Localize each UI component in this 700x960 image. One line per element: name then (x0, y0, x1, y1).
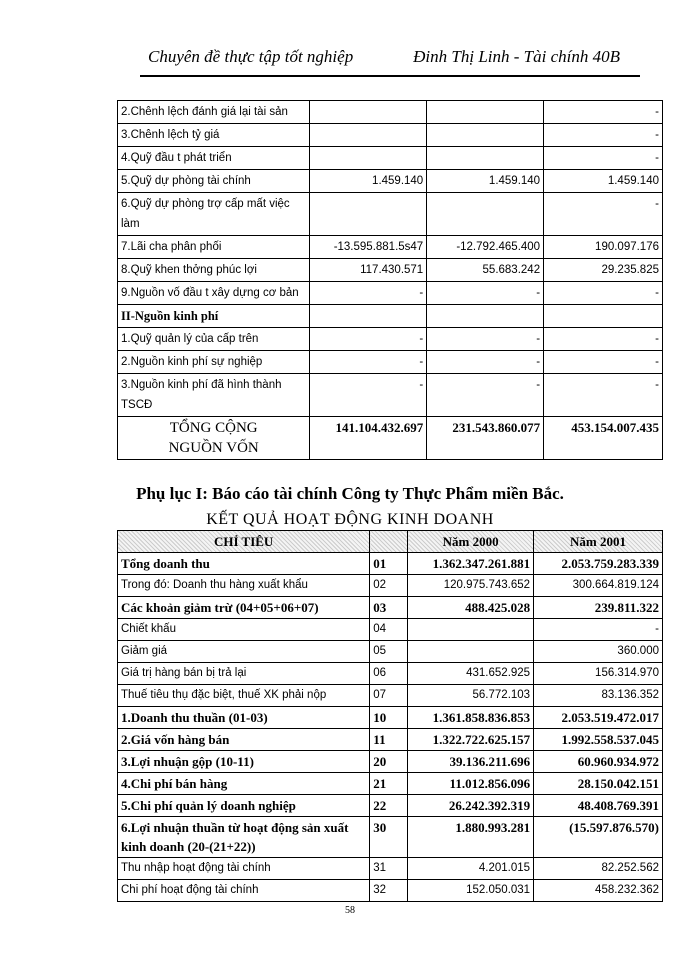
row-value (427, 124, 544, 147)
row-label: 6.Quỹ dự phòng trợ cấp mất việc làm (118, 193, 310, 236)
row-value: 1.459.140 (310, 170, 427, 193)
cell-label: 1.Doanh thu thuần (01-03) (118, 707, 370, 729)
row-label: II-Nguồn kinh phí (118, 305, 310, 328)
table-row (118, 236, 663, 259)
total-label: TỔNG CỘNG NGUỒN VỐN (118, 417, 310, 460)
table-row (118, 282, 663, 305)
row-label: 3.Chênh lệch tỷ giá (118, 124, 310, 147)
cell-code: 30 (370, 817, 408, 858)
cell-label: Trong đó: Doanh thu hàng xuất khẩu (118, 575, 370, 597)
cell-code: 32 (370, 880, 408, 902)
cell-y2001: 458.232.362 (534, 880, 663, 902)
table-row (118, 597, 663, 619)
header-left: Chuyên đề thực tập tốt nghiệp (148, 47, 354, 66)
cell-code: 06 (370, 663, 408, 685)
cell-y2000 (408, 619, 534, 641)
cell-code: 02 (370, 575, 408, 597)
col-header-label: CHỈ TIÊU (118, 531, 370, 553)
cell-code: 07 (370, 685, 408, 707)
row-label: 3.Nguồn kinh phí đã hình thành TSCĐ (118, 374, 310, 417)
cell-code: 10 (370, 707, 408, 729)
cell-y2001: 156.314.970 (534, 663, 663, 685)
cell-y2000 (408, 641, 534, 663)
row-value: 117.430.571 (310, 259, 427, 282)
row-value: 190.097.176 (544, 236, 663, 259)
row-label: 4.Quỹ đầu t phát triển (118, 147, 310, 170)
row-value: 1.459.140 (544, 170, 663, 193)
cell-y2001: 1.992.558.537.045 (534, 729, 663, 751)
table-row (118, 795, 663, 817)
row-value (427, 305, 544, 328)
cell-y2000: 11.012.856.096 (408, 773, 534, 795)
row-value (544, 305, 663, 328)
cell-y2000: 26.242.392.319 (408, 795, 534, 817)
row-value: - (310, 374, 427, 417)
cell-code: 20 (370, 751, 408, 773)
cell-code: 03 (370, 597, 408, 619)
cell-code: 01 (370, 553, 408, 575)
page-header (140, 45, 640, 77)
page-number: 58 (345, 905, 355, 916)
cell-y2000: 4.201.015 (408, 858, 534, 880)
cell-label: Các khoản giảm trừ (04+05+06+07) (118, 597, 370, 619)
row-label: 2.Chênh lệch đánh giá lại tài sản (118, 101, 310, 124)
total-c1: 141.104.432.697 (310, 417, 427, 460)
row-label: 2.Nguồn kinh phí sự nghiệp (118, 351, 310, 374)
cell-y2001: 28.150.042.151 (534, 773, 663, 795)
row-value: -12.792.465.400 (427, 236, 544, 259)
table-row (118, 641, 663, 663)
cell-label: 3.Lợi nhuận gộp (10-11) (118, 751, 370, 773)
row-value: -13.595.881.5s47 (310, 236, 427, 259)
table-row (118, 259, 663, 282)
row-value: - (544, 101, 663, 124)
cell-code: 21 (370, 773, 408, 795)
cell-y2001: 48.408.769.391 (534, 795, 663, 817)
table-row (118, 193, 663, 236)
row-value: - (427, 282, 544, 305)
cell-code: 04 (370, 619, 408, 641)
cell-y2001: 360.000 (534, 641, 663, 663)
cell-y2000: 1.361.858.836.853 (408, 707, 534, 729)
row-label: 9.Nguồn vố đầu t xây dựng cơ bản (118, 282, 310, 305)
table-row (118, 685, 663, 707)
table-row (118, 374, 663, 417)
row-value (310, 305, 427, 328)
cell-y2000: 488.425.028 (408, 597, 534, 619)
row-value (427, 101, 544, 124)
table-row (118, 729, 663, 751)
row-value (310, 147, 427, 170)
cell-code: 11 (370, 729, 408, 751)
cell-y2001: 300.664.819.124 (534, 575, 663, 597)
row-value: - (544, 282, 663, 305)
row-label: 1.Quỹ quản lý của cấp trên (118, 328, 310, 351)
row-value: - (427, 351, 544, 374)
row-value (310, 101, 427, 124)
table-row (118, 773, 663, 795)
cell-y2001: 82.252.562 (534, 858, 663, 880)
cell-label: 4.Chi phí bán hàng (118, 773, 370, 795)
cell-label: Chi phí hoạt động tài chính (118, 880, 370, 902)
cell-y2001: 2.053.759.283.339 (534, 553, 663, 575)
total-c2: 231.543.860.077 (427, 417, 544, 460)
table-row (118, 663, 663, 685)
table-row (118, 305, 663, 328)
cell-y2001: (15.597.876.570) (534, 817, 663, 858)
col-header-2000: Năm 2000 (408, 531, 534, 553)
table-row (118, 124, 663, 147)
header-right: Đinh Thị Linh - Tài chính 40B (413, 47, 620, 66)
table-row (118, 619, 663, 641)
table-row (118, 880, 663, 902)
table-row (118, 751, 663, 773)
row-label: 5.Quỹ dự phòng tài chính (118, 170, 310, 193)
row-label: 8.Quỹ khen thởng phúc lợi (118, 259, 310, 282)
cell-y2000: 152.050.031 (408, 880, 534, 902)
col-header-2001: Năm 2001 (534, 531, 663, 553)
cell-code: 05 (370, 641, 408, 663)
cell-y2001: 2.053.519.472.017 (534, 707, 663, 729)
row-value: 1.459.140 (427, 170, 544, 193)
cell-y2001: 60.960.934.972 (534, 751, 663, 773)
cell-y2000: 431.652.925 (408, 663, 534, 685)
header-row (118, 531, 663, 553)
row-value: - (544, 147, 663, 170)
total-row (118, 417, 663, 460)
cell-y2000: 1.880.993.281 (408, 817, 534, 858)
table-row (118, 147, 663, 170)
cell-code: 22 (370, 795, 408, 817)
cell-y2000: 1.362.347.261.881 (408, 553, 534, 575)
table-row (118, 170, 663, 193)
cell-y2001: 239.811.322 (534, 597, 663, 619)
cell-y2000: 1.322.722.625.157 (408, 729, 534, 751)
table-row (118, 101, 663, 124)
row-value: - (544, 374, 663, 417)
cell-label: 5.Chi phí quản lý doanh nghiệp (118, 795, 370, 817)
table-row (118, 575, 663, 597)
table-row (118, 817, 663, 858)
cell-label: Chiết khấu (118, 619, 370, 641)
cell-label: Thu nhập hoạt động tài chính (118, 858, 370, 880)
row-value: - (310, 282, 427, 305)
cell-label: 6.Lợi nhuận thuần từ hoạt động sản xuất kinh doanh (20-(21+22)) (118, 817, 370, 858)
row-value: - (544, 351, 663, 374)
table-row (118, 328, 663, 351)
row-value: - (310, 328, 427, 351)
cell-y2000: 56.772.103 (408, 685, 534, 707)
total-c3: 453.154.007.435 (544, 417, 663, 460)
row-value: 29.235.825 (544, 259, 663, 282)
row-value (427, 147, 544, 170)
row-value (310, 124, 427, 147)
row-value: - (310, 351, 427, 374)
cell-y2001: - (534, 619, 663, 641)
cell-label: 2.Giá vốn hàng bán (118, 729, 370, 751)
cell-label: Giá trị hàng bán bị trả lại (118, 663, 370, 685)
table-row (118, 553, 663, 575)
cell-y2000: 120.975.743.652 (408, 575, 534, 597)
row-value: - (544, 328, 663, 351)
cell-label: Thuế tiêu thụ đặc biệt, thuế XK phải nộp (118, 685, 370, 707)
table-row (118, 351, 663, 374)
row-value (427, 193, 544, 236)
appendix-title: Phụ lục I: Báo cáo tài chính Công ty Thực Phẩm miền Bắc. (136, 484, 564, 503)
cell-y2000: 39.136.211.696 (408, 751, 534, 773)
report-title: KẾT QUẢ HOẠT ĐỘNG KINH DOANH (206, 511, 494, 528)
balance-sheet-table (117, 100, 663, 460)
row-label: 7.Lãi cha phân phối (118, 236, 310, 259)
cell-y2001: 83.136.352 (534, 685, 663, 707)
row-value: 55.683.242 (427, 259, 544, 282)
row-value: - (544, 124, 663, 147)
row-value: - (544, 193, 663, 236)
row-value: - (427, 374, 544, 417)
cell-label: Tổng doanh thu (118, 553, 370, 575)
cell-label: Giảm giá (118, 641, 370, 663)
row-value (310, 193, 427, 236)
income-statement-table (117, 530, 663, 902)
col-header-code (370, 531, 408, 553)
cell-code: 31 (370, 858, 408, 880)
table-row (118, 858, 663, 880)
row-value: - (427, 328, 544, 351)
table-row (118, 707, 663, 729)
